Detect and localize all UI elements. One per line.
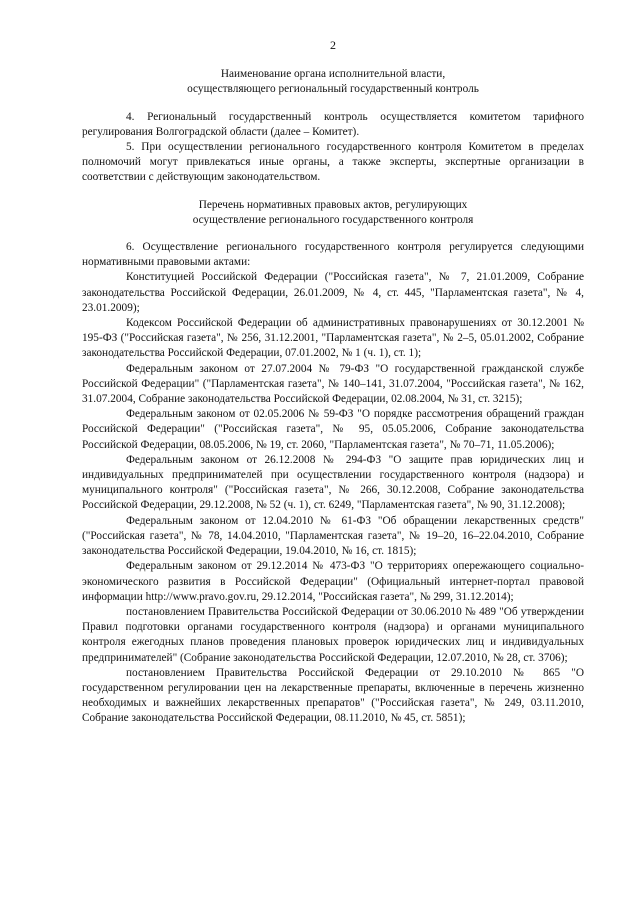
section-title-line-1: Наименование органа исполнительной власти, — [220, 68, 446, 81]
list-item: Федеральным законом от 26.12.2008 № 294-ФЗ "О защите прав юридических лиц и индивидуальных предпринимателей при осуществлении государственного контроля (надзора) и муниципального контроля" ("Российская газета", № 266, 30.12.2008, Собрание законодательства Российской Федерации, 29.12.2008, № 52 (ч. 1), ст. 6249, "Парламентская газета", № 90, 31.12.2008); — [82, 453, 584, 512]
page-number: 2 — [330, 38, 336, 52]
acts-list-heading — [82, 198, 584, 228]
list-item: постановлением Правительства Российской Федерации от 30.06.2010 № 489 "Об утверждении Правил подготовки органами государственного контроля (надзора) и органами муниципального контроля ежегодных планов проведения плановых проверок юридических лиц и индивидуальных предпринимателей" (Собрание законодательства Российской Федерации, 12.07.2010, № 28, ст. 3706); — [82, 605, 584, 664]
list-item: Конституцией Российской Федерации ("Российская газета", № 7, 21.01.2009, Собрание законодательства Российской Федерации, 26.01.2009, № 4, ст. 445, "Парламентская газета", № 4, 23.01.2009); — [82, 271, 584, 314]
acts-list-heading-line-2: осуществление регионального государственного контроля — [192, 213, 474, 226]
acts-list-heading-line-1: Перечень нормативных правовых актов, регулирующих — [198, 198, 468, 211]
list-item: Федеральным законом от 29.12.2014 № 473-ФЗ "О территориях опережающего социально-экономического развития в Российской Федерации" (Официальный интернет-портал правовой информации http://www.pravo.gov.ru, 29.12.2014, "Российская газета", № 299, 31.12.2014); — [82, 560, 584, 603]
paragraph-6: 6. Осуществление регионального государственного контроля регулируется следующими нормативными правовыми актами: — [82, 241, 584, 269]
list-item: Федеральным законом от 27.07.2004 № 79-ФЗ "О государственной гражданской службе Российской Федерации" ("Парламентская газета", № 140–141, 31.07.2004, "Российская газета", № 162, 31.07.2004, Собрание законодательства Российской Федерации, 02.08.2004, № 31, ст. 3215); — [82, 362, 584, 406]
acts-list — [82, 270, 584, 726]
list-item: Федеральным законом от 12.04.2010 № 61-ФЗ "Об обращении лекарственных средств" ("Российская газета", № 78, 14.04.2010, "Парламентская газета", № 19–20, 16–22.04.2010, Собрание законодательства Российской Федерации, 19.04.2010, № 16, ст. 1815); — [82, 514, 584, 558]
paragraph-5: 5. При осуществлении регионального государственного контроля Комитетом в пределах полномочий могут привлекаться иные органы, а также эксперты, экспертные организации в соответствии с действующим законодательством. — [82, 141, 584, 184]
section-title-line-2: осуществляющего региональный государственный контроль — [187, 83, 479, 96]
list-item: Кодексом Российской Федерации об административных правонарушениях от 30.12.2001 № 195-ФЗ ("Российская газета", № 256, 31.12.2001, "Парламентская газета", № 2–5, 05.01.2002, Собрание законодательства Российской Федерации, 07.01.2002, № 1 (ч. 1), ст. 1); — [82, 317, 584, 360]
paragraph-4: 4. Региональный государственный контроль осуществляется комитетом тарифного регулирования Волгоградской области (далее – Комитет). — [82, 110, 584, 138]
list-item: постановлением Правительства Российской Федерации от 29.10.2010 № 865 "О государственном регулировании цен на лекарственные препараты, включенные в перечень жизненно необходимых и важнейших лекарственных препаратов" ("Российская газета", № 249, 03.11.2010, Собрание законодательства Российской Федерации, 08.11.2010, № 45, ст. 5851); — [82, 666, 584, 725]
list-item: Федеральным законом от 02.05.2006 № 59-ФЗ "О порядке рассмотрения обращений граждан Российской Федерации" ("Российская газета", № 95, 05.05.2006, Собрание законодательства Российской Федерации, 08.05.2006, № 19, ст. 2060, "Парламентская газета", № 70–71, 11.05.2006); — [82, 408, 584, 451]
section-title — [82, 67, 584, 97]
